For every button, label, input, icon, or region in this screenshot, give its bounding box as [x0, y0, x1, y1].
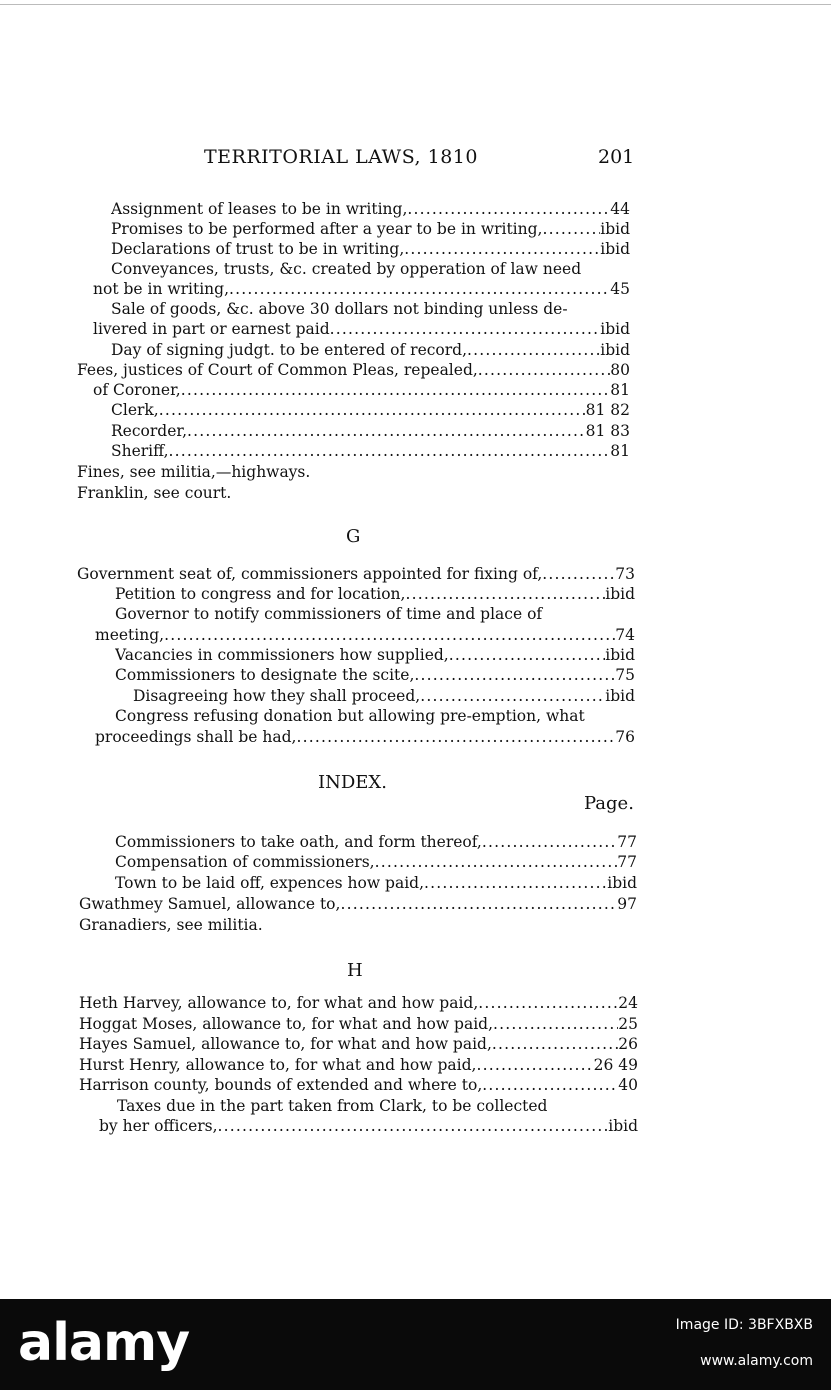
alamy-logo: alamy	[18, 1313, 190, 1373]
index-entry: not be in writing, ..... 45	[93, 279, 630, 299]
index-entry: Congress refusing donation but allowing pre-emption, what	[115, 707, 585, 725]
index-entry: Promises to be performed after a year to be in writing, ..... ibid	[111, 219, 630, 239]
index-entry: Sheriff, ..... 81	[111, 441, 630, 461]
index-heading: INDEX.	[318, 772, 387, 793]
section-letter-h: H	[347, 960, 363, 981]
watermark-banner	[0, 1299, 831, 1390]
index-entry: Taxes due in the part taken from Clark, to be collected	[117, 1097, 548, 1115]
index-entry: proceedings shall be had, ..... 76	[95, 727, 635, 747]
image-id-label: Image ID: 3BFXBXB	[675, 1317, 813, 1333]
site-url: www.alamy.com	[700, 1353, 813, 1369]
index-entry: livered in part or earnest paid ..... ibid	[93, 319, 630, 339]
index-entry: Conveyances, trusts, &c. created by opperation of law need	[111, 260, 582, 278]
index-entry: Town to be laid off, expences how paid, ..... ibid	[115, 873, 637, 893]
index-entry: Harrison county, bounds of extended and where to, ..... 40	[79, 1075, 638, 1095]
index-entry: Declarations of trust to be in writing, ..... ibid	[111, 239, 630, 259]
index-entry: Recorder, ..... 81 83	[111, 421, 630, 441]
index-entry: Hurst Henry, allowance to, for what and how paid, ..... 26 49	[79, 1055, 638, 1075]
page-top-rule	[0, 4, 831, 5]
index-entry: of Coroner, ..... 81	[93, 380, 630, 400]
index-entry: Assignment of leases to be in writing, ..... 44	[111, 199, 630, 219]
index-entry: Heth Harvey, allowance to, for what and how paid, ..... 24	[79, 993, 638, 1013]
index-entry: Sale of goods, &c. above 30 dollars not binding unless de-	[111, 300, 568, 318]
index-entry: Government seat of, commissioners appointed for fixing of, ..... 73	[77, 564, 635, 584]
index-entry: Vacancies in commissioners how supplied, ..... ibid	[115, 645, 635, 665]
index-entry: Gwathmey Samuel, allowance to, ..... 97	[79, 894, 637, 914]
index-entry: Governor to notify commissioners of time and place of	[115, 605, 543, 623]
index-entry: Disagreeing how they shall proceed, ..... ibid	[133, 686, 635, 706]
index-entry: Petition to congress and for location, ..... ibid	[115, 584, 635, 604]
page-number: 201	[598, 146, 635, 168]
index-entry: Commissioners to designate the scite, ..... 75	[115, 665, 635, 685]
index-entry: Granadiers, see militia.	[79, 916, 263, 934]
index-entry: Clerk, ..... 81 82	[111, 400, 630, 420]
index-entry: Hoggat Moses, allowance to, for what and how paid, ..... 25	[79, 1014, 638, 1034]
index-entry: meeting, ..... 74	[95, 625, 635, 645]
index-entry: Hayes Samuel, allowance to, for what and how paid, ..... 26	[79, 1034, 638, 1054]
page-header	[0, 146, 831, 170]
index-entry: Fines, see militia,—highways.	[77, 463, 311, 481]
index-entry: Fees, justices of Court of Common Pleas, repealed, ..... 80	[77, 360, 630, 380]
running-title: TERRITORIAL LAWS, 1810	[204, 146, 478, 168]
index-entry: Day of signing judgt. to be entered of record, ..... ibid	[111, 340, 630, 360]
index-entry: Commissioners to take oath, and form thereof, ..... 77	[115, 832, 637, 852]
index-entry: Compensation of commissioners, ..... 77	[115, 852, 637, 872]
section-letter-g: G	[346, 526, 361, 547]
index-entry: by her officers, ..... ibid	[99, 1116, 638, 1136]
page-column-label: Page.	[584, 793, 634, 814]
index-entry: Franklin, see court.	[77, 484, 232, 502]
